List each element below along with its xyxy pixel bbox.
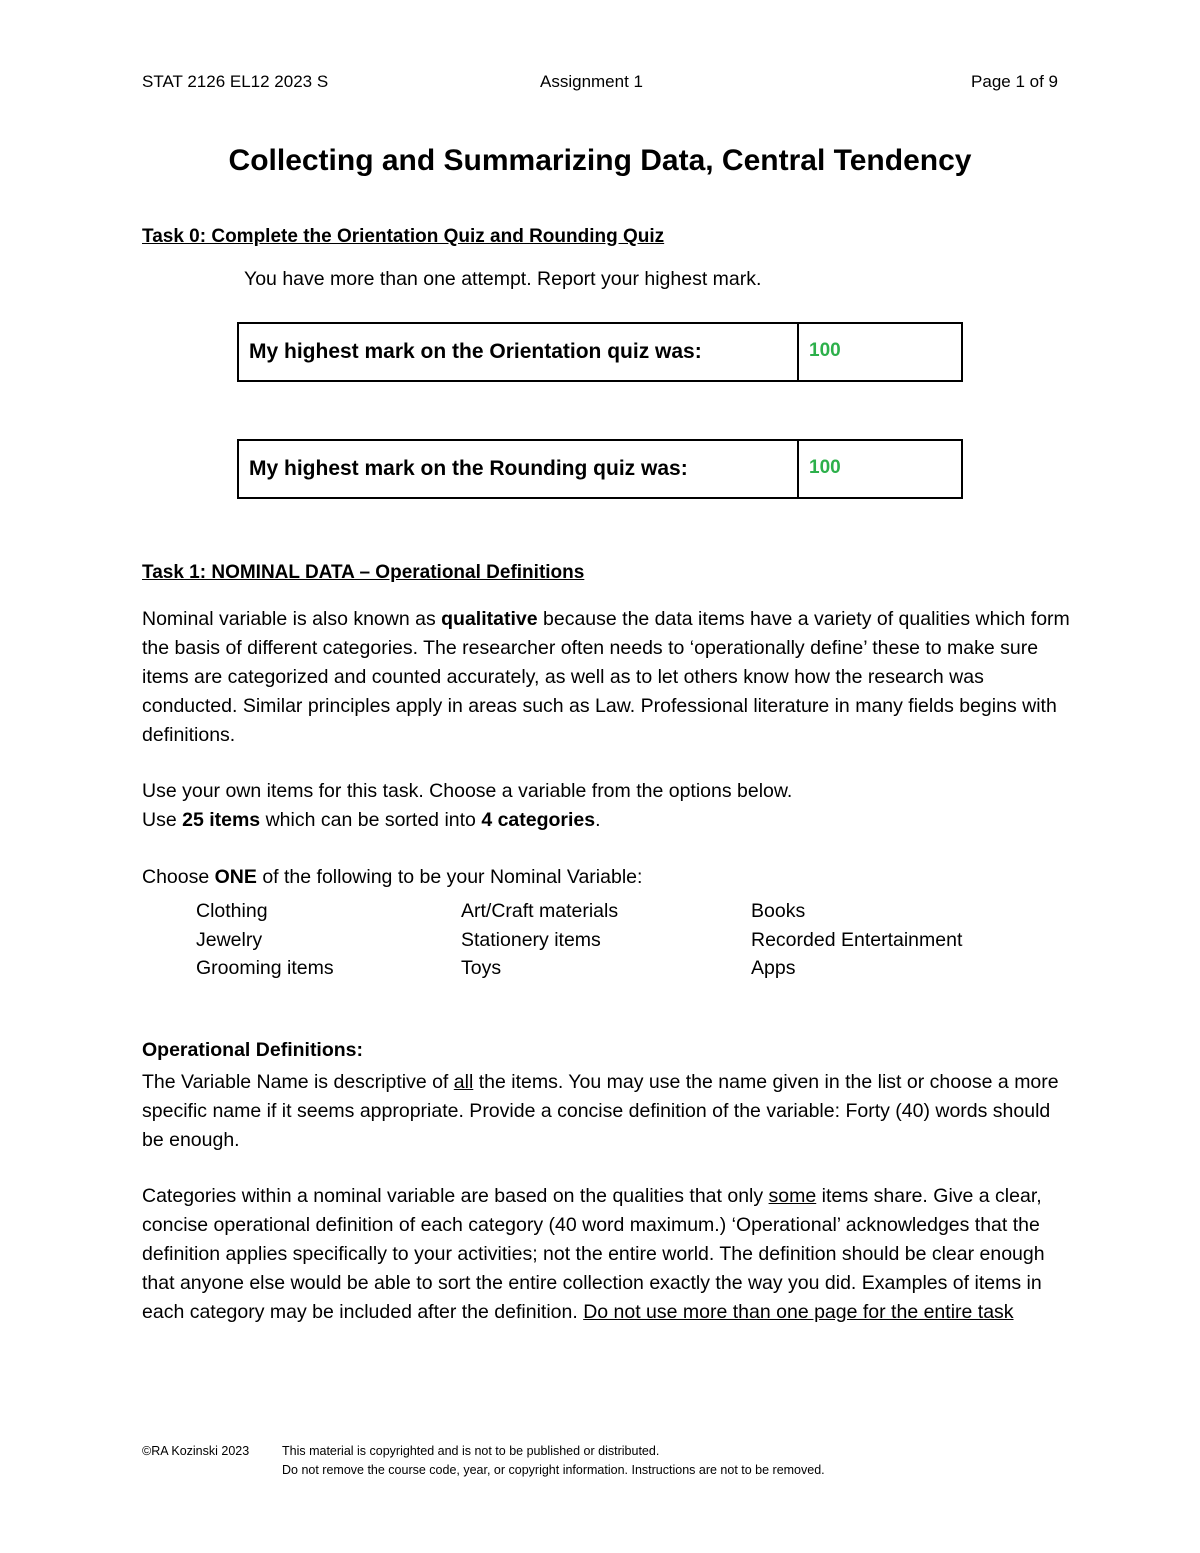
operational-definitions-heading: Operational Definitions: [142, 1039, 364, 1061]
task0-instruction: You have more than one attempt. Report your highest mark. [244, 268, 762, 290]
p2-line1: Use your own items for this task. Choose a variable from the options below. [142, 780, 793, 802]
p3-bold-one: ONE [214, 866, 257, 888]
p2-mid: which can be sorted into [260, 809, 482, 831]
p1-text-b: because the data items have a variety of qualities which form the basis of different categories. The researcher often needs to ‘operationally define’ these to make sure items are categorized and counted accurately, as well as to let others know how the research was conducted. Similar principles apply in areas such as Law. Professional literature in many fields begins with definitions. [142, 608, 1070, 746]
p4-b: the items. You may use the name given in the list or choose a more specific name if it seems appropriate. Provide a concise definition of the variable: Forty (40) words should be enough. [142, 1071, 1059, 1151]
p4-underline-all: all [453, 1071, 474, 1093]
p4-a: The Variable Name is descriptive of [142, 1071, 454, 1093]
p5-a: Categories within a nominal variable are based on the qualities that only [142, 1185, 769, 1207]
p2-items-count: 25 items [182, 809, 261, 831]
p5-underline-page-limit: Do not use more than one page for the entire task [583, 1301, 1014, 1323]
option-item: Jewelry [196, 928, 263, 951]
orientation-mark-label: My highest mark on the Orientation quiz was: [239, 324, 799, 380]
footer [142, 1442, 825, 1480]
p2-end: . [595, 809, 601, 831]
p2-line2 [142, 806, 1072, 835]
footer-line2: Do not remove the course code, year, or copyright information. Instructions are not to be removed. [282, 1463, 825, 1477]
option-item: Stationery items [461, 928, 601, 951]
option-item: Toys [461, 957, 502, 979]
instructions-paragraph [142, 777, 1072, 835]
p5-underline-some: some [768, 1185, 817, 1207]
p1-bold-qualitative: qualitative [441, 608, 538, 630]
categories-paragraph [142, 1182, 1072, 1327]
p2-categories-count: 4 categories [481, 809, 596, 831]
page-title: Collecting and Summarizing Data, Central Tendency [228, 144, 972, 177]
option-item: Apps [751, 957, 796, 979]
orientation-mark-value[interactable]: 100 [809, 340, 841, 361]
choose-one-line [142, 863, 1072, 892]
p3-a: Choose [142, 866, 215, 888]
p2-use: Use [142, 809, 183, 831]
task1-heading: Task 1: NOMINAL DATA – Operational Definitions [142, 562, 585, 583]
variable-name-paragraph [142, 1068, 1072, 1155]
footer-line1: This material is copyrighted and is not to be published or distributed. [282, 1444, 660, 1458]
header-assignment: Assignment 1 [540, 72, 643, 91]
p3-b: of the following to be your Nominal Variable: [256, 866, 643, 888]
orientation-mark-box [237, 322, 963, 382]
option-item: Art/Craft materials [461, 900, 619, 922]
option-item: Recorded Entertainment [751, 928, 963, 951]
rounding-mark-label: My highest mark on the Rounding quiz was: [239, 441, 799, 497]
option-item: Grooming items [196, 957, 334, 979]
rounding-mark-box [237, 439, 963, 499]
p5-b: items share. Give a clear, concise operational definition of each category (40 word maximum.) ‘Operational’ acknowledges that the definition applies specifically to your activities; not the entire world. The definition should be clear enough that anyone else would be able to sort the entire collection exactly the way you did. Examples of items in each category may be included after the definition. [142, 1185, 1045, 1323]
option-item: Clothing [196, 900, 268, 922]
rounding-mark-value[interactable]: 100 [809, 457, 841, 478]
p1-text-a: Nominal variable is also known as [142, 608, 442, 630]
option-item: Books [751, 900, 806, 922]
footer-copyright: ©RA Kozinski 2023 [142, 1444, 250, 1458]
header-course-code: STAT 2126 EL12 2023 S [142, 72, 329, 91]
header-page-number: Page 1 of 9 [971, 72, 1058, 91]
nominal-intro-paragraph [142, 605, 1072, 750]
variable-options-grid [196, 897, 1011, 983]
task0-heading: Task 0: Complete the Orientation Quiz and Rounding Quiz [142, 226, 665, 247]
